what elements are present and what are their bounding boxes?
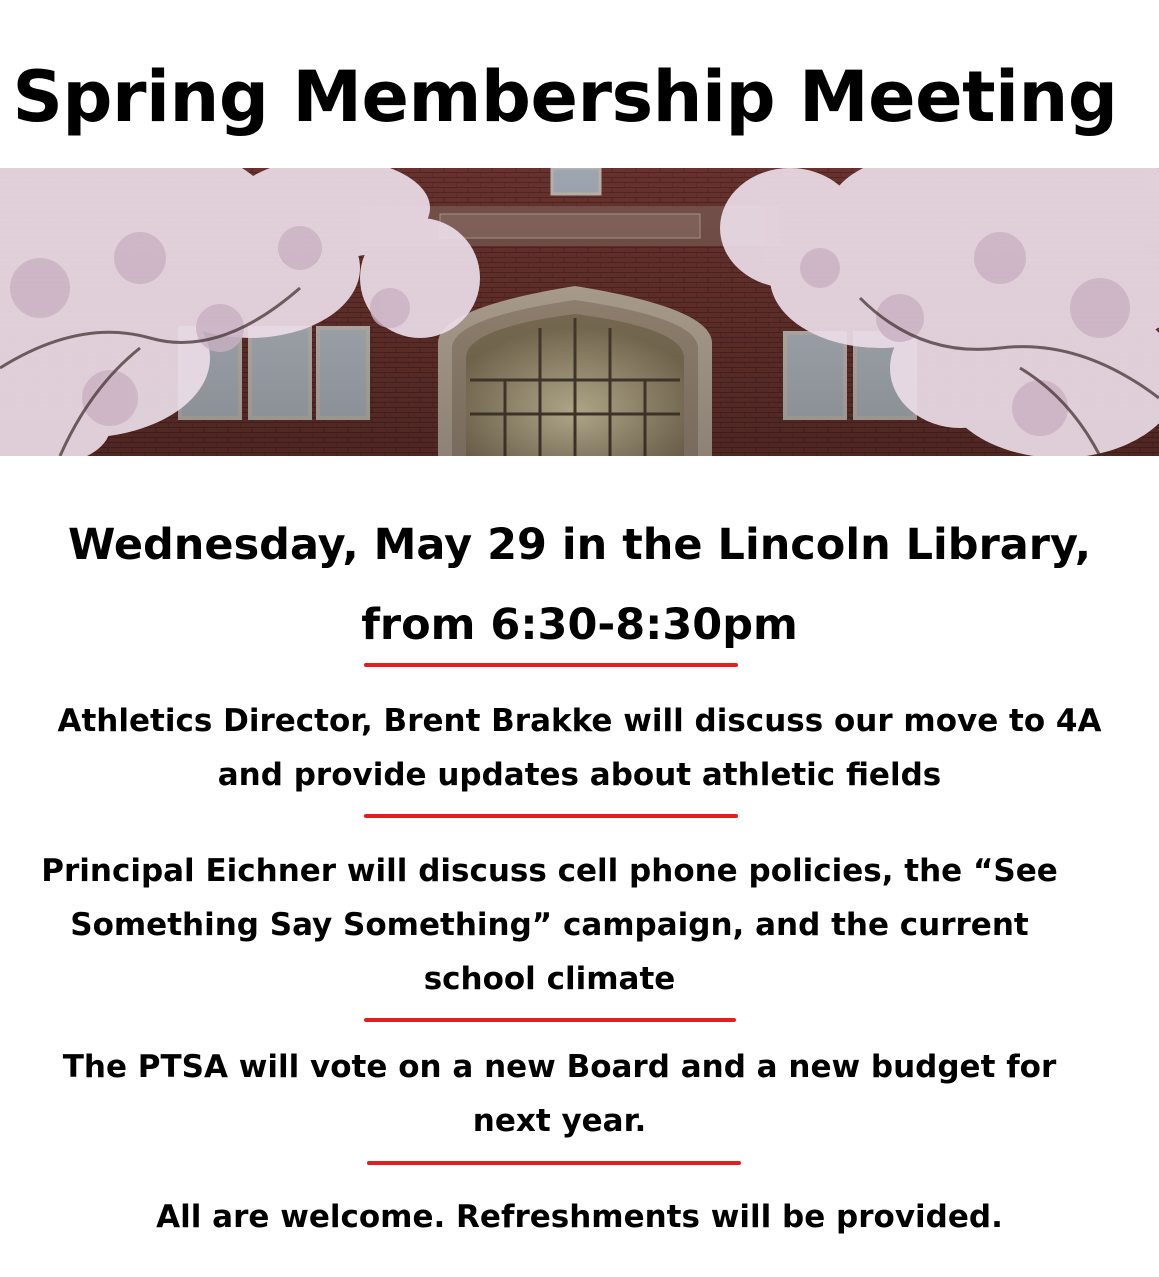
- agenda-item-principal-line-2: Something Say Something” campaign, and the current: [70, 907, 1029, 943]
- agenda-item-principal-line-1: Principal Eichner will discuss cell phone policies, the “See: [41, 853, 1058, 889]
- agenda-item-principal-line-3: school climate: [423, 961, 676, 997]
- page-title: Spring Membership Meeting: [12, 56, 1118, 138]
- closing-note-text: All are welcome. Refreshments will be provided.: [156, 1199, 1003, 1235]
- divider-2: [364, 814, 738, 818]
- meeting-time-line: from 6:30-8:30pm: [361, 600, 798, 650]
- divider-3: [364, 1018, 736, 1022]
- divider-4: [367, 1161, 741, 1165]
- divider-1: [364, 663, 738, 667]
- agenda-item-ptsa-vote: [0, 1040, 1139, 1148]
- agenda-item-athletics: [0, 694, 1159, 802]
- closing-note: [0, 1190, 1159, 1244]
- agenda-item-athletics-line-1: Athletics Director, Brent Brakke will discuss our move to 4A: [57, 703, 1102, 739]
- school-building-photo: [0, 168, 1159, 456]
- meeting-date-line: Wednesday, May 29 in the Lincoln Library,: [67, 520, 1092, 570]
- meeting-date-location: [0, 505, 1159, 665]
- agenda-item-principal: [0, 844, 1129, 1006]
- agenda-item-ptsa-line-1: The PTSA will vote on a new Board and a new budget for: [62, 1049, 1057, 1085]
- agenda-item-athletics-line-2: and provide updates about athletic fields: [217, 757, 942, 793]
- agenda-item-ptsa-line-2: next year.: [472, 1103, 647, 1139]
